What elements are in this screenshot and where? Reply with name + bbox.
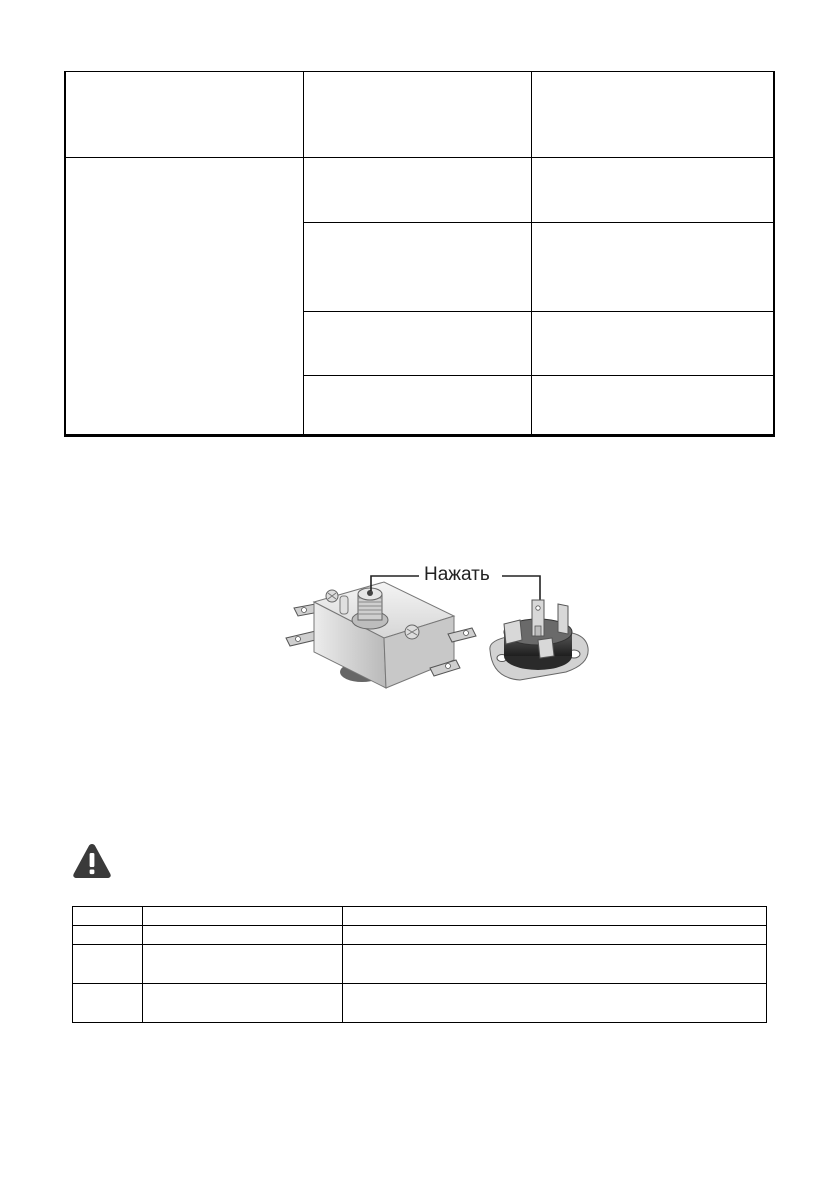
table-border-bottom bbox=[64, 434, 775, 437]
table-cell bbox=[73, 926, 143, 945]
table-column-divider bbox=[303, 71, 304, 437]
bimetal-disc-thermostat-icon bbox=[490, 600, 588, 680]
warning-triangle-icon bbox=[72, 842, 112, 880]
table-cell bbox=[73, 984, 143, 1023]
table-cell bbox=[343, 984, 767, 1023]
table-border-right bbox=[773, 71, 775, 437]
table-row bbox=[73, 945, 767, 984]
table-row-divider bbox=[64, 157, 775, 158]
table-column-divider bbox=[531, 71, 532, 437]
table-row bbox=[73, 984, 767, 1023]
table-cell bbox=[343, 945, 767, 984]
thermostat-capillary-icon bbox=[286, 582, 476, 688]
upper-table bbox=[64, 71, 775, 437]
table-row-divider bbox=[303, 222, 775, 223]
table-cell bbox=[73, 907, 143, 926]
table-cell bbox=[73, 945, 143, 984]
table-row bbox=[73, 907, 767, 926]
table-cell bbox=[143, 907, 343, 926]
table-row-divider bbox=[303, 311, 775, 312]
table-row-divider bbox=[303, 375, 775, 376]
table-border-left bbox=[64, 71, 66, 437]
table-border-top bbox=[64, 71, 775, 72]
table-cell bbox=[143, 926, 343, 945]
press-callout-label: Нажать bbox=[424, 564, 490, 585]
table-cell bbox=[343, 926, 767, 945]
lower-table bbox=[72, 906, 767, 1023]
table-cell bbox=[143, 945, 343, 984]
table-cell bbox=[143, 984, 343, 1023]
table-cell bbox=[343, 907, 767, 926]
table-row bbox=[73, 926, 767, 945]
